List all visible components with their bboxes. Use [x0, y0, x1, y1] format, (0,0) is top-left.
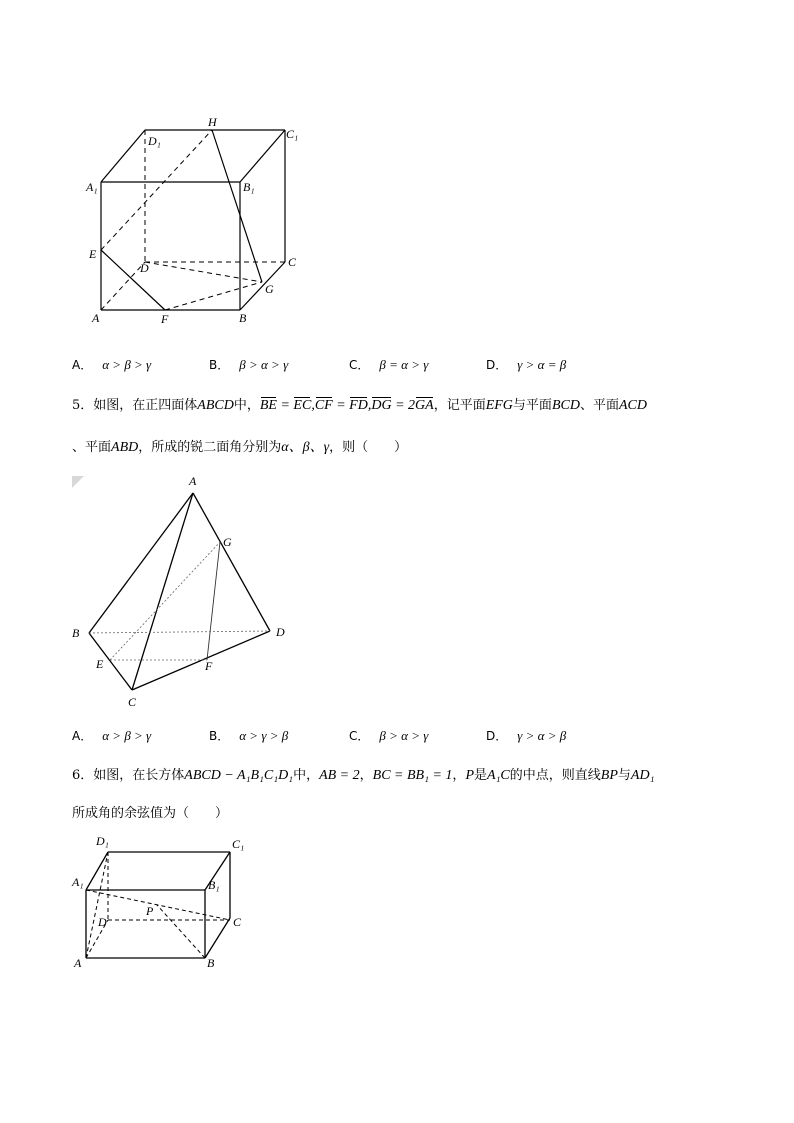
- q5-options: [72, 727, 732, 747]
- label-C: C: [233, 915, 242, 929]
- label-D: D: [98, 915, 107, 929]
- question-5-line2: 、平面ABD，所成的锐二面角分别为α、β、γ，则（ ）: [72, 440, 408, 455]
- option-d[interactable]: D． γ > α = β: [486, 357, 567, 372]
- label-C: C: [288, 255, 297, 269]
- label-A: A: [189, 474, 197, 488]
- label-A1: A₁: [72, 875, 84, 889]
- label-F: F: [161, 312, 169, 326]
- label-E: E: [89, 247, 97, 261]
- question-5-line1: 5．如图，在正四面体ABCD中，BE = EC,CF = FD,DG = 2GA，记平面EFG与平面BCD、平面ACD: [72, 398, 647, 413]
- label-D: D: [140, 261, 149, 275]
- label-C: C: [128, 695, 137, 709]
- option-c[interactable]: C． β > α > γ: [349, 728, 429, 743]
- label-B: B: [72, 626, 80, 640]
- label-A1: A₁: [86, 180, 98, 194]
- label-P: P: [146, 904, 154, 918]
- label-G: G: [223, 535, 232, 549]
- label-B: B: [239, 311, 247, 325]
- option-c[interactable]: C． β = α > γ: [349, 357, 429, 372]
- figure-cuboid: [68, 826, 258, 972]
- label-B1: B₁: [243, 180, 255, 194]
- question-6-line1: 6．如图，在长方体ABCD − A₁B₁C₁D₁中，AB = 2，BC = BB₁ = 1，P是A₁C的中点，则直线BP与AD₁: [72, 768, 655, 783]
- label-C1: C₁: [232, 837, 245, 851]
- label-B: B: [207, 956, 215, 970]
- label-D1: D₁: [148, 134, 161, 148]
- option-d[interactable]: D． γ > α > β: [486, 728, 567, 743]
- option-b[interactable]: B． β > α > γ: [209, 357, 289, 372]
- label-G: G: [265, 282, 274, 296]
- label-D: D: [276, 625, 285, 639]
- label-A: A: [92, 311, 100, 325]
- label-E: E: [96, 657, 104, 671]
- figure-cube: [80, 112, 310, 332]
- label-D1: D₁: [96, 834, 109, 848]
- question-6-line2: 所成角的余弦值为（ ）: [72, 806, 229, 821]
- q4-options: [72, 356, 732, 376]
- label-H: H: [208, 115, 217, 129]
- option-a[interactable]: A． α > β > γ: [72, 357, 152, 372]
- label-B1: B₁: [208, 878, 220, 892]
- label-A: A: [74, 956, 82, 970]
- option-b[interactable]: B． α > γ > β: [209, 728, 289, 743]
- label-F: F: [205, 659, 213, 673]
- label-C1: C₁: [286, 127, 299, 141]
- figure-tetrahedron: [66, 470, 296, 714]
- option-a[interactable]: A． α > β > γ: [72, 728, 152, 743]
